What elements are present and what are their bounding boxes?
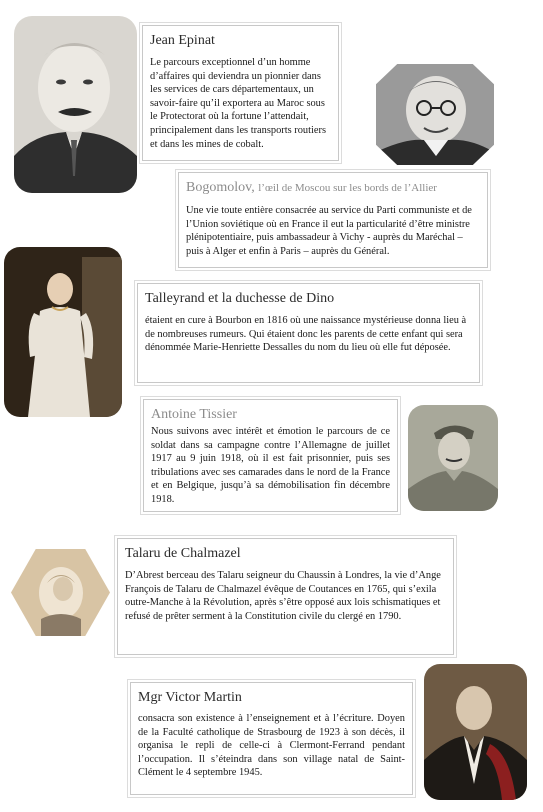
card-bogomolov <box>178 172 488 268</box>
card-title: Talleyrand et la duchesse de Dino <box>145 291 335 306</box>
card-text: D’Abrest berceau des Talaru seigneur du Chaussin à Londres, la vie d’Ange François de Talaru de Chalmazel évêque de Coutances en 1765, qui s’exila outre-Manche à la Révolution, après s’être opposé aux lois schismatiques et refusé de prêter serment à la Constitution civile du clergé en 1790. <box>125 570 441 622</box>
portrait-duchesse-de-dino <box>4 247 122 417</box>
portrait-bogomolov <box>376 64 494 165</box>
card-subtitle: l’œil de Moscou sur les bords de l’Allier <box>258 182 437 194</box>
portrait-talaru-de-chalmazel <box>11 549 110 636</box>
card-title: Mgr Victor Martin <box>138 690 242 705</box>
card-victor-martin <box>130 682 413 795</box>
card-text: consacra son existence à l’enseignement et à l’écriture. Doyen de la Faculté catholique de Strasbourg de 1923 à son décès, il organisa le repli de celle-ci à Clermont-Ferrand pendant l’occupation. Il s’éteindra dans son village natal de Saint-Clément le 4 septembre 1945. <box>138 713 405 779</box>
card-text: Nous suivons avec intérêt et émotion le parcours de ce soldat dans sa campagne contre l’Allemagne de juillet 1917 au 9 juin 1918, où il est fait prisonnier, puis ses tribulations avec ses camarades dans le nord de la France et en Belgique, jusqu’à sa démobilisation fin décembre 1918. <box>151 426 390 505</box>
card-title: Jean Epinat <box>150 33 215 48</box>
portrait-jean-epinat <box>14 16 137 193</box>
card-title <box>186 179 480 197</box>
card-jean-epinat <box>142 25 339 161</box>
card-antoine-tissier <box>143 399 398 512</box>
card-text: Le parcours exceptionnel d’un homme d’affaires qui deviendra un pionnier dans les services de cars départementaux, un savoir-faire qu’il exportera au Maroc sous le Protectorat où la fortune l’attendait, principalement dans les transports routiers et dans les mines de cobalt. <box>150 57 327 150</box>
card-title: Talaru de Chalmazel <box>125 546 241 561</box>
card-title-main: Bogomolov, <box>186 180 255 195</box>
card-text: étaient en cure à Bourbon en 1816 où une naissance mystérieuse donna lieu à de nombreuses rumeurs. Qui étaient donc les parents de cette enfant qui sera dénommée Marie-Henriette Dessalles du nom du lieu où elle fut déposée. <box>145 315 467 354</box>
card-text: Une vie toute entière consacrée au service du Parti communiste et de l’Union soviétique où en France il eut la particularité d’être ministre plénipotentiaire, puis ambassadeur à Vichy - auprès du Maréchal – puis à Alger et enfin à Paris – auprès du Général. <box>186 205 472 257</box>
card-title: Antoine Tissier <box>151 407 237 422</box>
portrait-antoine-tissier <box>408 405 498 511</box>
card-talleyrand <box>137 283 480 383</box>
portrait-victor-martin <box>424 664 527 800</box>
card-talaru-de-chalmazel <box>117 538 454 655</box>
